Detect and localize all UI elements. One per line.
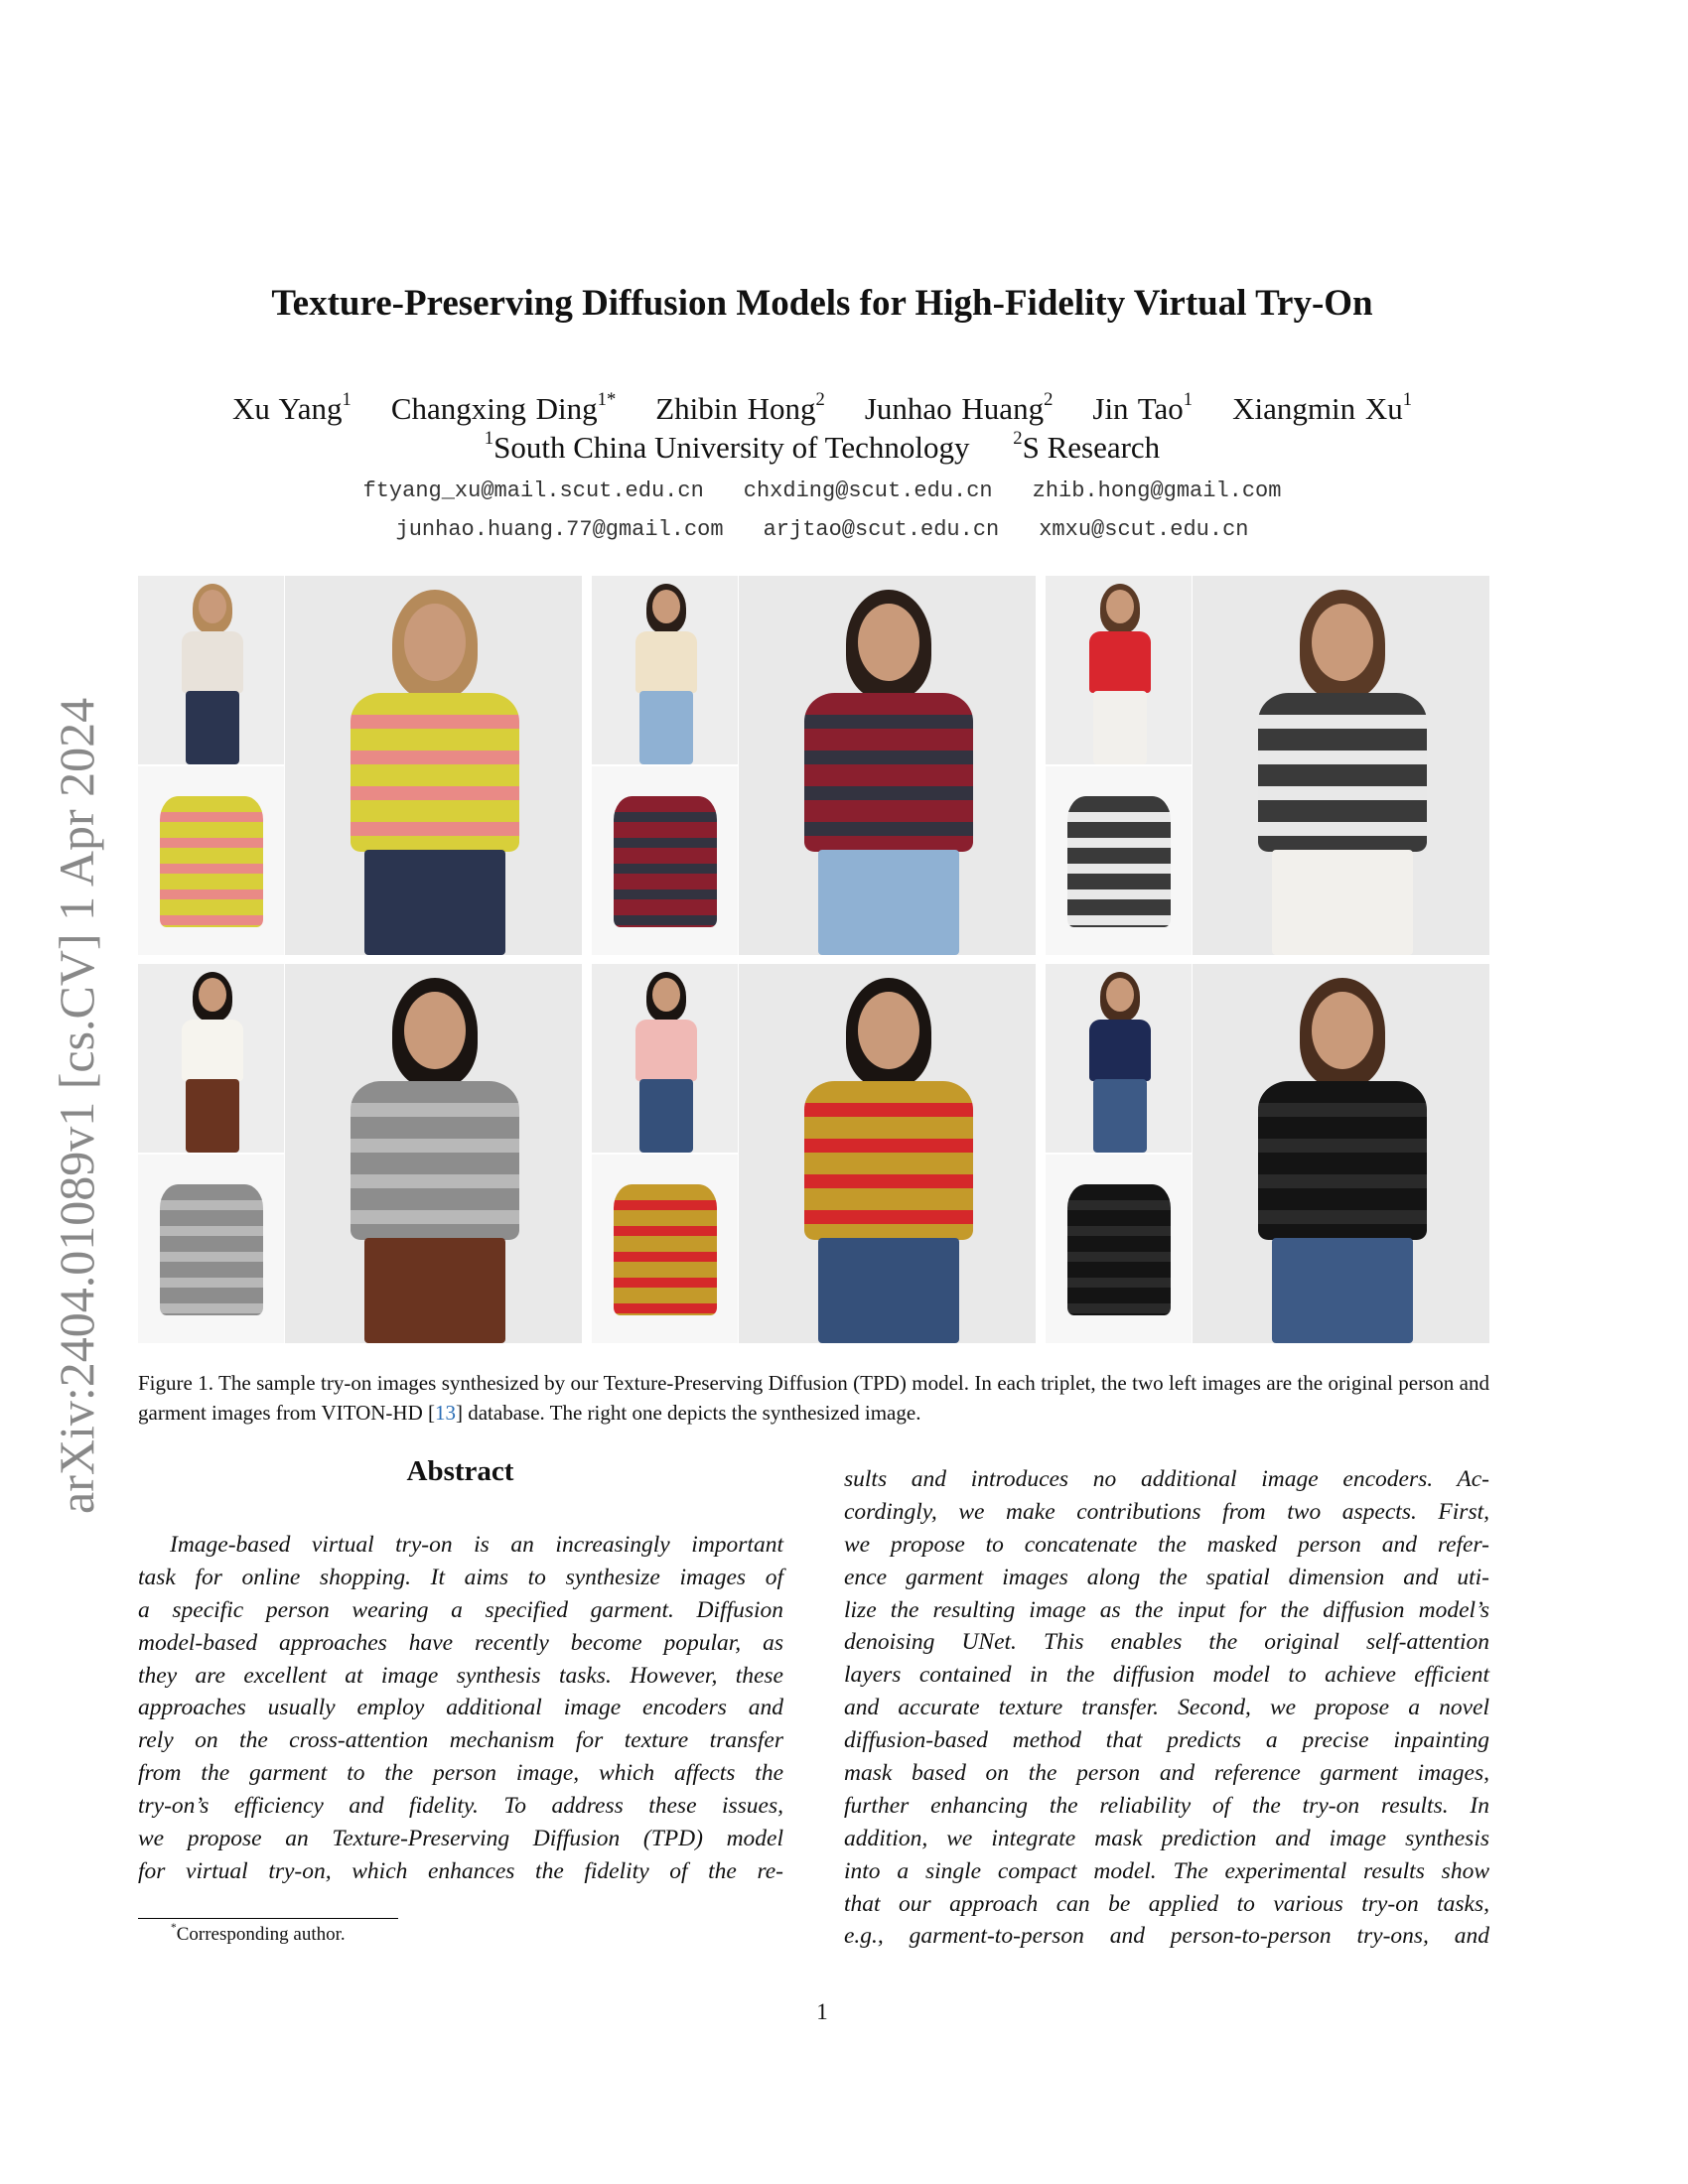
abstract-heading: Abstract [406, 1455, 514, 1487]
head [199, 590, 226, 623]
abstract-line: approaches usually employ additional image encoders and [138, 1695, 783, 1721]
person-image [592, 964, 738, 1153]
synthesized-image [285, 576, 582, 955]
footnote-marker: * [171, 1922, 177, 1934]
email[interactable]: zhib.hong@gmail.com [1032, 478, 1282, 503]
citation-link[interactable]: 13 [434, 1401, 456, 1425]
abstract-left-column [138, 1529, 783, 1888]
affiliations [0, 430, 1644, 466]
abstract-line: model-based approaches have recently become popular, as [138, 1629, 783, 1656]
shirt [351, 693, 519, 852]
email[interactable]: xmxu@scut.edu.cn [1039, 517, 1249, 542]
garment-image [592, 766, 738, 955]
abstract-line: and accurate texture transfer. Second, we propose a novel [844, 1695, 1489, 1721]
pants [818, 1238, 959, 1343]
author-affiliation-marker: 2 [1044, 389, 1054, 410]
garment [160, 1184, 263, 1315]
figure-caption [138, 1368, 1489, 1428]
footnote-divider [138, 1918, 398, 1919]
abstract-line: for virtual try-on, which enhances the fidelity of the re- [138, 1857, 783, 1884]
pants [364, 1238, 505, 1343]
author-affiliation-marker: 2 [815, 389, 825, 410]
garment [614, 796, 717, 927]
pants [1093, 1079, 1147, 1153]
author-list [0, 391, 1644, 427]
head [1106, 590, 1134, 623]
shirt [635, 1020, 697, 1081]
pants [1093, 691, 1147, 764]
garment [614, 1184, 717, 1315]
email-row-2 [0, 517, 1644, 542]
abstract-line: sults and introduces no additional image encoders. Ac- [844, 1466, 1489, 1492]
shirt [351, 1081, 519, 1240]
abstract-line: from the garment to the person image, which affects the [138, 1760, 783, 1787]
synthesized-image [1193, 576, 1489, 955]
affiliation-2 [1013, 430, 1160, 465]
abstract-line: a specific person wearing a specified garment. Diffusion [138, 1596, 783, 1623]
shirt [182, 1020, 243, 1081]
garment [1067, 796, 1171, 927]
abstract-line: that our approach can be applied to various try-on tasks, [844, 1890, 1489, 1917]
garment-image [1046, 766, 1192, 955]
abstract-line: Image-based virtual try-on is an increasingly important [170, 1532, 783, 1558]
affiliation-marker: 1 [484, 428, 494, 449]
author-name: Jin Tao [1092, 391, 1184, 426]
affiliation-name: South China University of Technology [493, 430, 970, 465]
shirt [182, 631, 243, 693]
author-affiliation-marker: 1 [1402, 389, 1412, 410]
page-number: 1 [816, 1999, 828, 2024]
shirt [1258, 1081, 1427, 1240]
pants [639, 691, 693, 764]
garment-image [1046, 1155, 1192, 1343]
try-on-triplet [138, 576, 582, 955]
head [652, 590, 680, 623]
arxiv-identifier-sidebar: arXiv:2404.01089v1 [cs.CV] 1 Apr 2024 [49, 697, 104, 1514]
abstract-line: ence garment images along the spatial dimension and uti- [844, 1564, 1489, 1590]
abstract-line: task for online shopping. It aims to synthesize images of [138, 1564, 783, 1590]
abstract-right-column [844, 1463, 1489, 1953]
email[interactable]: junhao.huang.77@gmail.com [395, 517, 724, 542]
email-row-1 [0, 478, 1644, 503]
author-name: Zhibin Hong [655, 391, 816, 426]
affiliation-marker: 2 [1013, 428, 1023, 449]
author-affiliation-marker: 1 [1183, 389, 1194, 410]
author-affiliation-marker: 1* [597, 389, 617, 410]
shirt [1258, 693, 1427, 852]
author [1092, 391, 1193, 426]
pants [1272, 1238, 1413, 1343]
try-on-triplet [592, 576, 1036, 955]
abstract-line: they are excellent at image synthesis tasks. However, these [138, 1662, 783, 1689]
pants [1272, 850, 1413, 955]
abstract-line: e.g., garment-to-person and person-to-person try-ons, and [844, 1923, 1489, 1950]
try-on-triplet [138, 964, 582, 1343]
pants [818, 850, 959, 955]
footnote [171, 1924, 346, 1946]
author-name: Changxing Ding [390, 391, 598, 426]
garment-image [138, 766, 284, 955]
head [1312, 604, 1373, 681]
author-name: Xiangmin Xu [1232, 391, 1403, 426]
person-image [592, 576, 738, 764]
paper-title: Texture-Preserving Diffusion Models for High-Fidelity Virtual Try-On [271, 283, 1373, 324]
abstract-line: we propose an Texture-Preserving Diffusion (TPD) model [138, 1826, 783, 1852]
synthesized-image [739, 576, 1036, 955]
abstract-line: rely on the cross-attention mechanism for texture transfer [138, 1727, 783, 1754]
caption-label: Figure 1. [138, 1371, 214, 1395]
try-on-triplet [592, 964, 1036, 1343]
head [1106, 978, 1134, 1012]
abstract-line: lize the resulting image as the input for the diffusion model’s [844, 1596, 1489, 1623]
abstract-line: try-on’s efficiency and fidelity. To address these issues, [138, 1793, 783, 1820]
author [232, 391, 352, 426]
affiliation-1 [485, 430, 970, 465]
shirt [804, 693, 973, 852]
pants [364, 850, 505, 955]
shirt [1089, 631, 1151, 693]
person-image [138, 964, 284, 1153]
garment [160, 796, 263, 927]
author [391, 391, 616, 426]
try-on-triplet [1046, 964, 1489, 1343]
synthesized-image [1193, 964, 1489, 1343]
affiliation-name: S Research [1022, 430, 1161, 465]
shirt [1089, 1020, 1151, 1081]
shirt [804, 1081, 973, 1240]
author-name: Junhao Huang [864, 391, 1045, 426]
head [404, 992, 466, 1069]
pants [186, 1079, 239, 1153]
footnote-text: Corresponding author. [176, 1924, 346, 1945]
head [652, 978, 680, 1012]
caption-text: ] database. The right one depicts the synthesized image. [455, 1401, 921, 1425]
abstract-line: into a single compact model. The experimental results show [844, 1857, 1489, 1884]
email[interactable]: chxding@scut.edu.cn [743, 478, 993, 503]
head [404, 604, 466, 681]
head [1312, 992, 1373, 1069]
synthesized-image [739, 964, 1036, 1343]
abstract-line: layers contained in the diffusion model to achieve efficient [844, 1662, 1489, 1689]
author [1232, 391, 1412, 426]
person-image [1046, 964, 1192, 1153]
garment [1067, 1184, 1171, 1315]
author-affiliation-marker: 1 [342, 389, 352, 410]
head [858, 604, 919, 681]
pants [639, 1079, 693, 1153]
person-image [138, 576, 284, 764]
abstract-line: denoising UNet. This enables the original self-attention [844, 1629, 1489, 1656]
author [655, 391, 825, 426]
author-name: Xu Yang [232, 391, 343, 426]
try-on-triplet [1046, 576, 1489, 955]
abstract-line: mask based on the person and reference garment images, [844, 1760, 1489, 1787]
email[interactable]: arjtao@scut.edu.cn [763, 517, 1000, 542]
email[interactable]: ftyang_xu@mail.scut.edu.cn [362, 478, 704, 503]
abstract-line: cordingly, we make contributions from two aspects. First, [844, 1498, 1489, 1525]
garment-image [592, 1155, 738, 1343]
abstract-line: further enhancing the reliability of the try-on results. In [844, 1792, 1489, 1819]
person-image [1046, 576, 1192, 764]
abstract-line: diffusion-based method that predicts a precise inpainting [844, 1727, 1489, 1754]
caption-text: The sample try-on images synthesized by our Texture-Preserving Diffusion (TPD) model. In each triplet, the two left images are the original person and garment images from VITON-HD [ [138, 1371, 1489, 1425]
head [858, 992, 919, 1069]
synthesized-image [285, 964, 582, 1343]
head [199, 978, 226, 1012]
abstract-line: addition, we integrate mask prediction and image synthesis [844, 1825, 1489, 1851]
abstract-line: we propose to concatenate the masked person and refer- [844, 1531, 1489, 1558]
pants [186, 691, 239, 764]
author [865, 391, 1054, 426]
shirt [635, 631, 697, 693]
garment-image [138, 1155, 284, 1343]
